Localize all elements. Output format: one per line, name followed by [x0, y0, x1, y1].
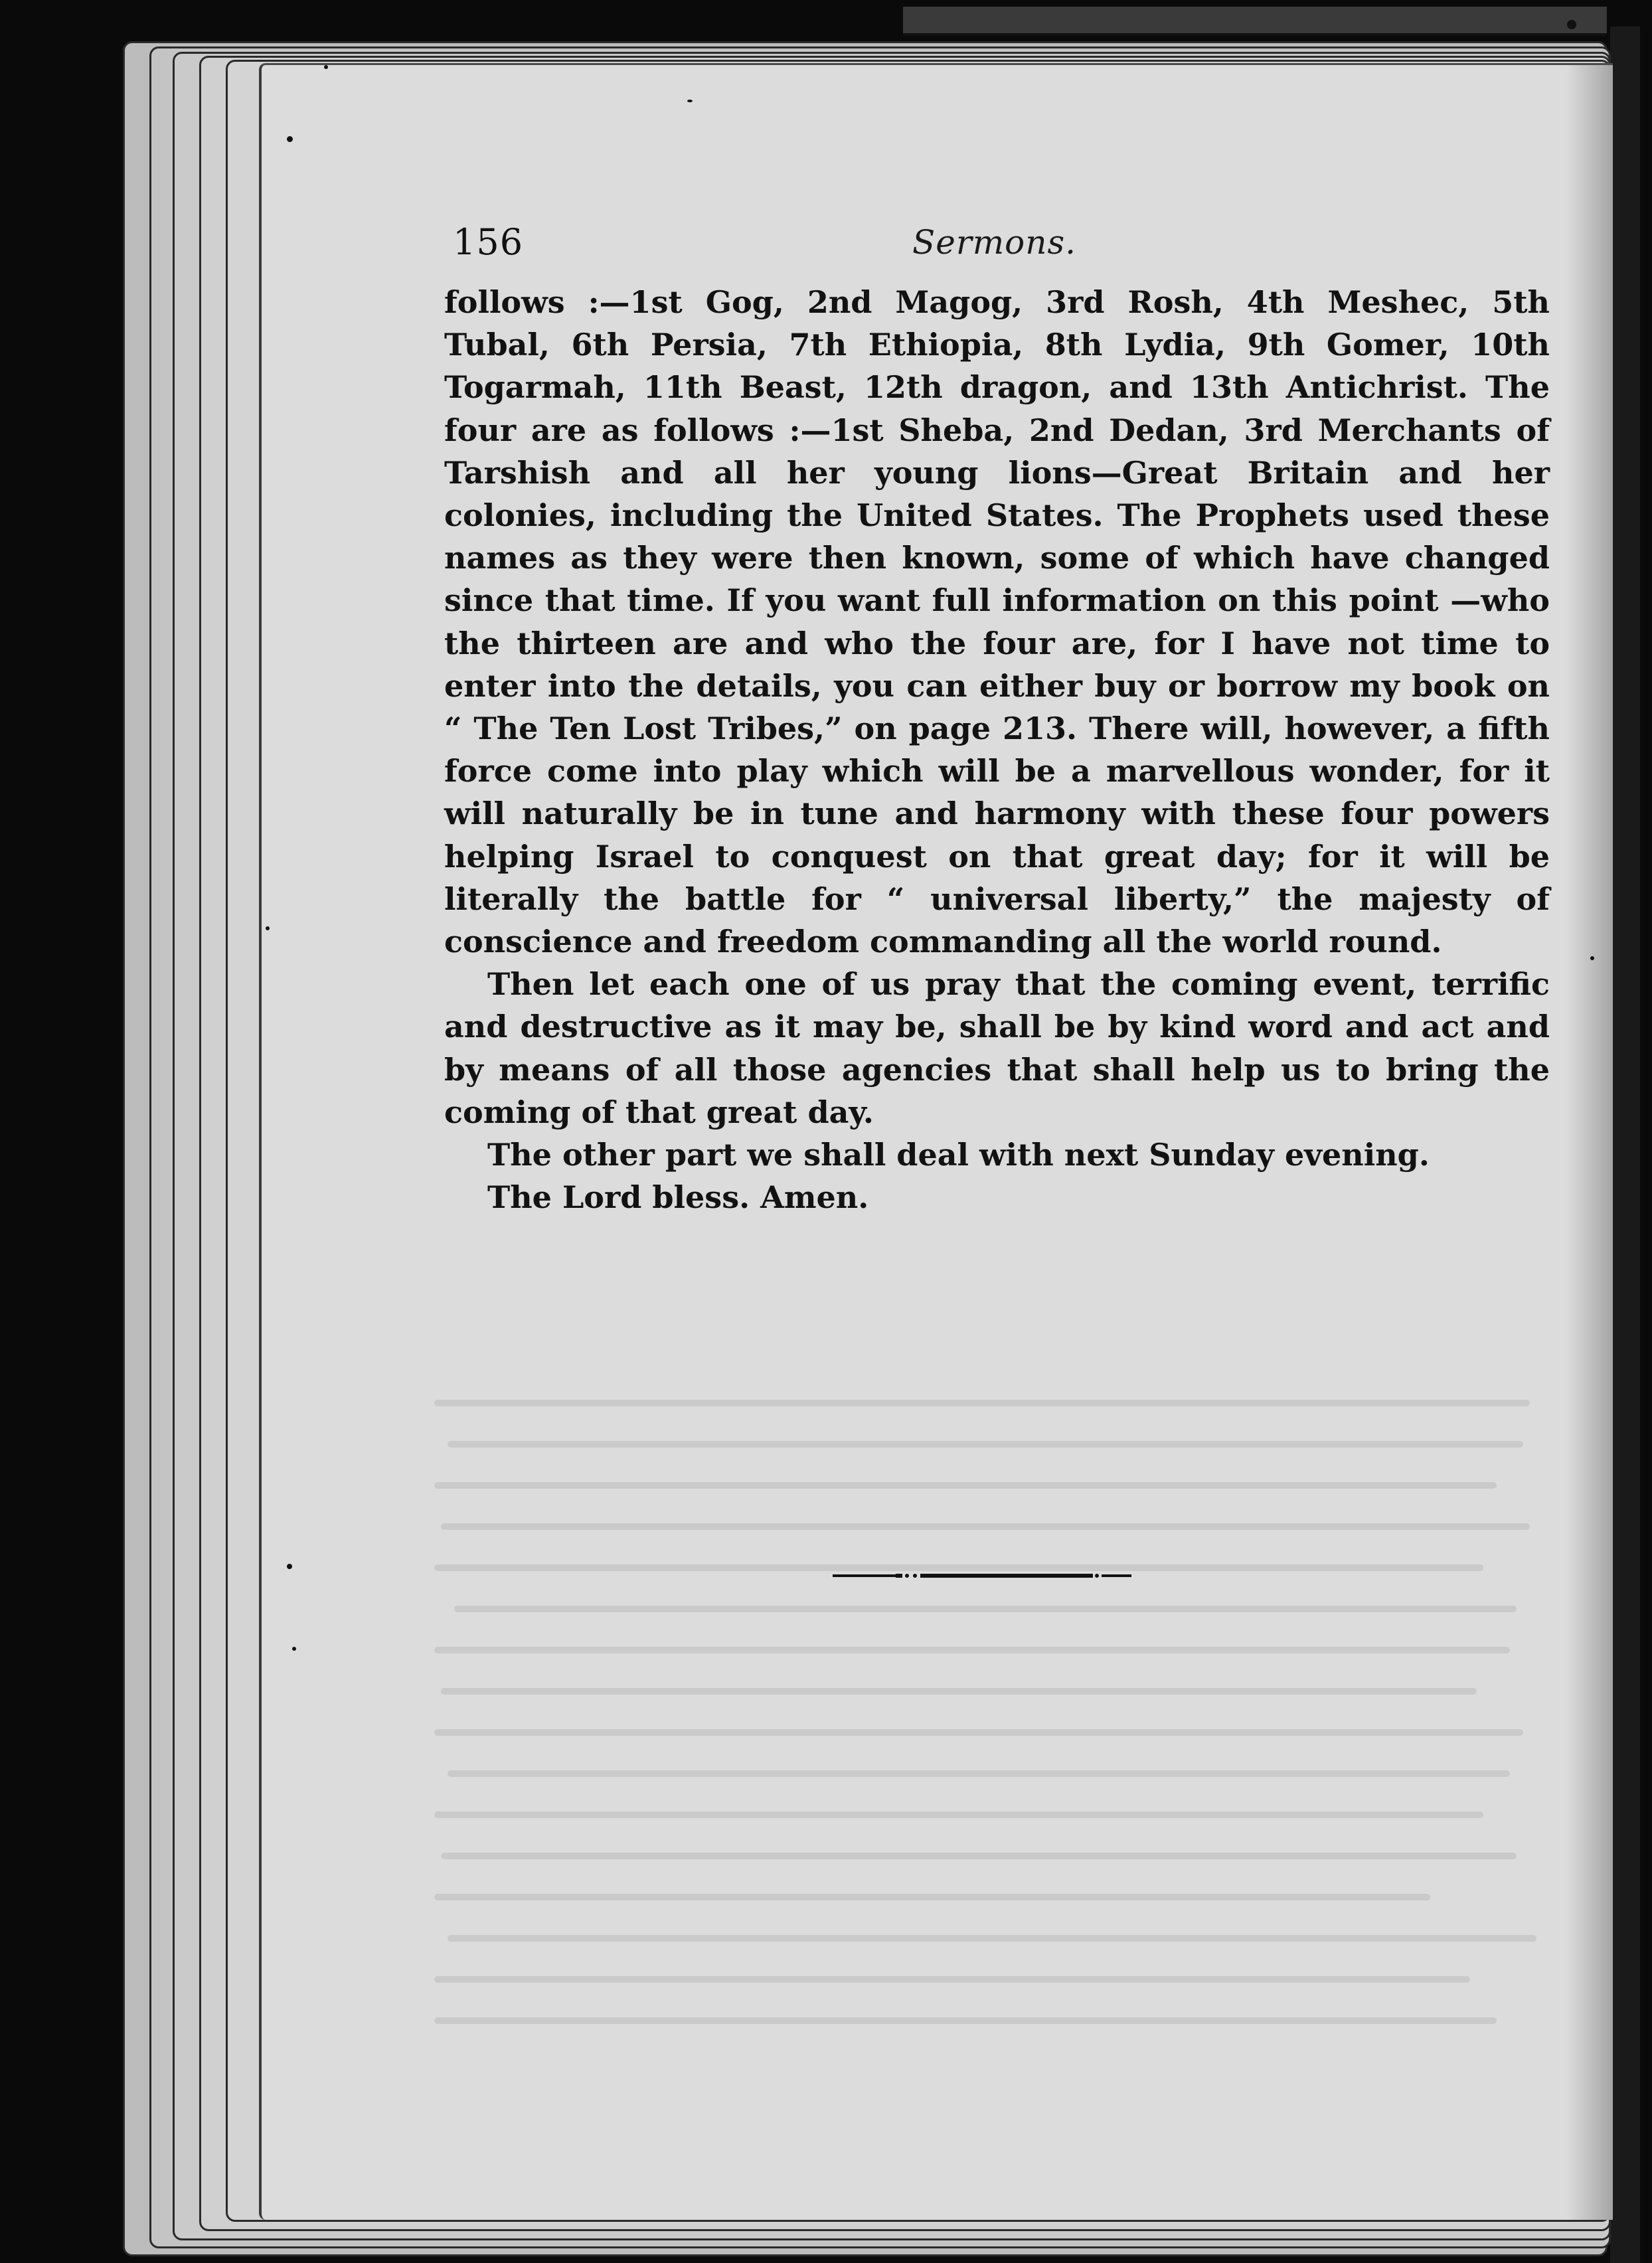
paragraph: The Lord bless. Amen.	[487, 1179, 869, 1216]
running-head: Sermons.	[912, 223, 1077, 262]
paragraph: follows :—1st Gog, 2nd Magog, 3rd Rosh, 4th Meshec, 5th Tubal, 6th Persia, 7th Ethiopia, 8th Lydia, 9th Gomer, 10th Togarmah, 11th Beast, 12th dragon, and 13th Antichrist. The four are as follows :—1st Sheba, 2nd Dedan, 3rd Merchants of Tarshish and all her young lions—Great Britain and her colonies, including the United States. The Prophets used these names as they were then known, some of which have changed since that time. If you want full information on this point —who the thirteen are and who the four are, for I have not time to enter into the details, you can either buy or borrow my book on “ The Ten Lost Tribes,” on page 213. There will, however, a fifth force come into play which will be a marvellous wonder, for it will naturally be in tune and harmony with these four powers helping Israel to conquest on that great day; for it will be literally the battle for “ universal liberty,” the majesty of conscience and freedom commanding all the world round.	[444, 284, 1550, 960]
gutter-shadow	[1566, 65, 1613, 2220]
book-page	[259, 63, 1613, 2220]
reverse-side-show-through	[434, 1400, 1563, 2064]
book-spine-edge	[1610, 27, 1640, 2263]
body-text	[444, 281, 1550, 1218]
page-number: 156	[453, 221, 524, 263]
paragraph: Then let each one of us pray that the coming event, terrific and destructive as it may be, shall be by kind word and act and by means of all those agencies that shall help us to bring the coming of that great day.	[444, 966, 1550, 1130]
ornamental-rule	[833, 1571, 1131, 1580]
paragraph: The other part we shall deal with next Sunday evening.	[487, 1137, 1430, 1173]
top-binding-strip	[903, 7, 1607, 36]
